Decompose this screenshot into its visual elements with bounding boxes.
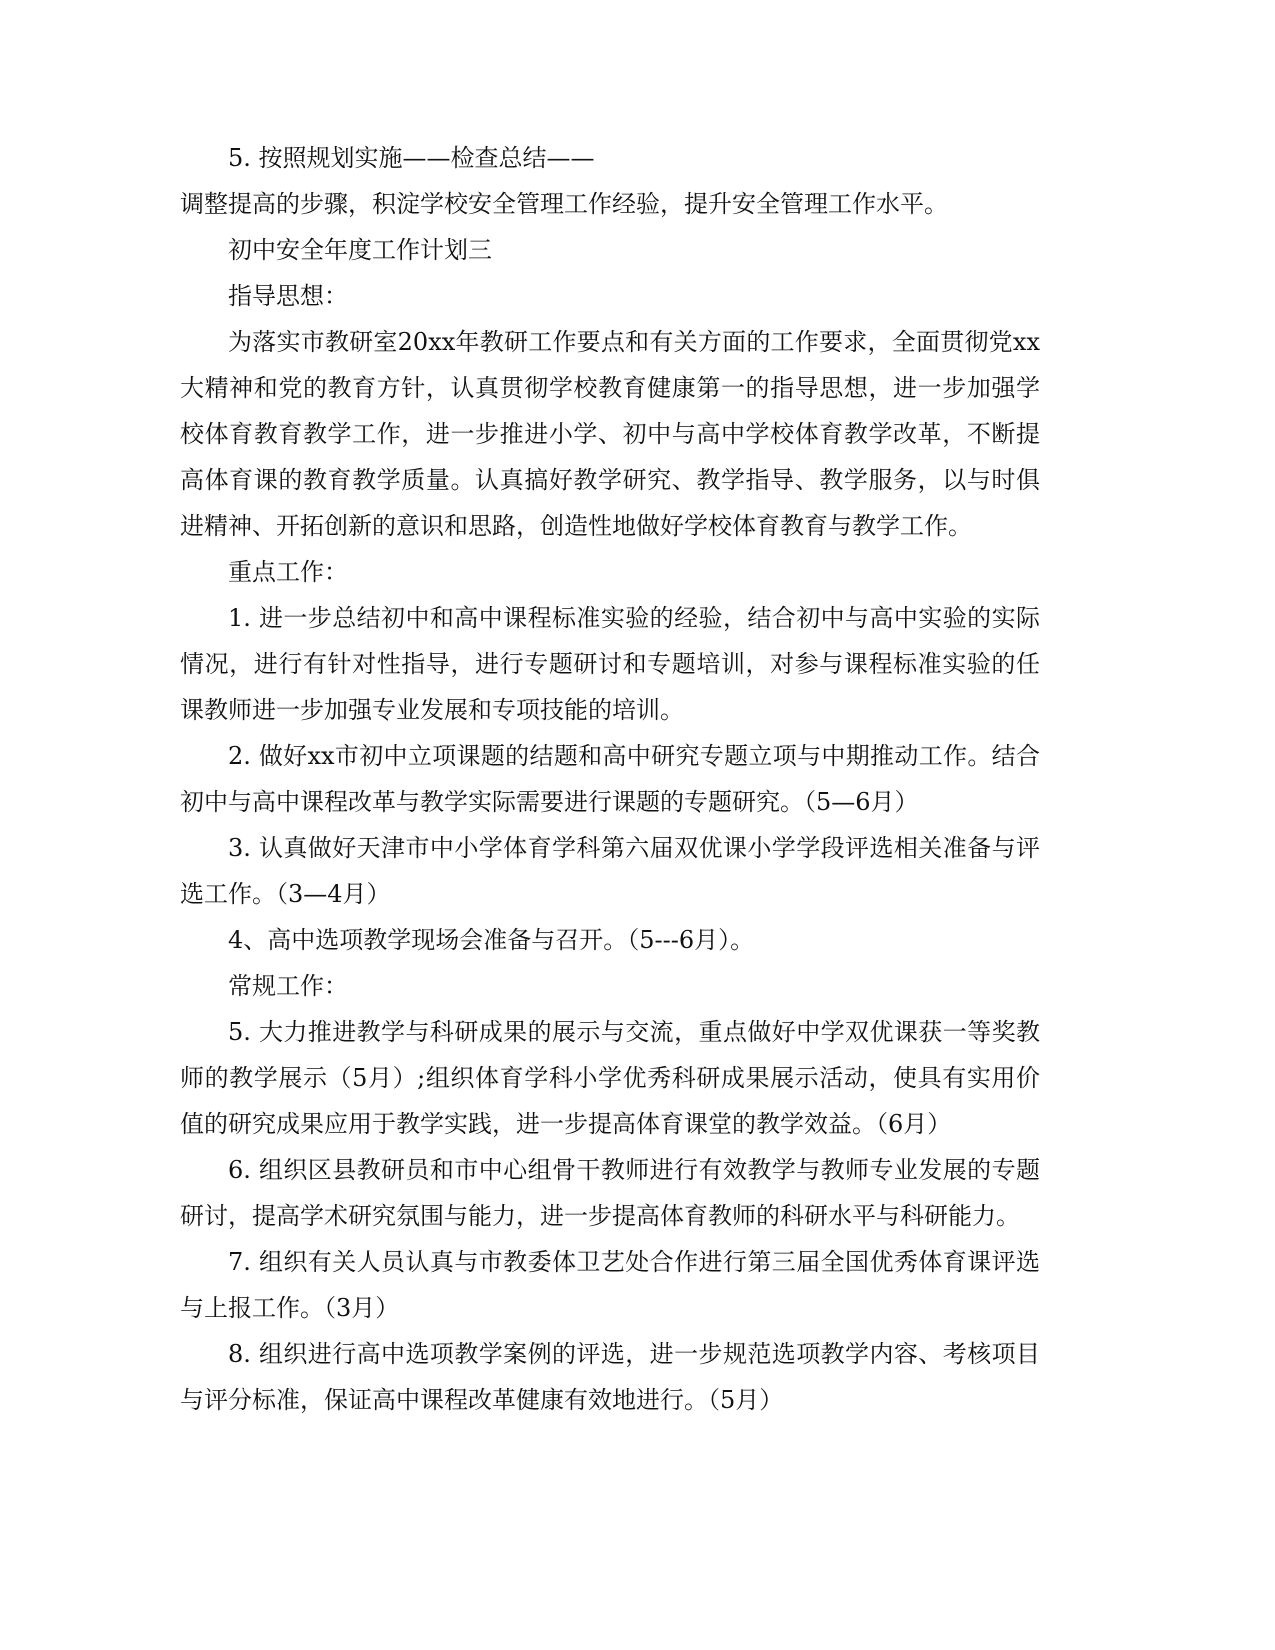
routine-work-item-5: 5. 大力推进教学与科研成果的展示与交流，重点做好中学双优课获一等奖教师的教学展示（5月）;组织体育学科小学优秀科研成果展示活动，使具有实用价值的研究成果应用于教学实践，进一步提高体育课堂的教学效益。（6月） xyxy=(180,1018,1040,1138)
guiding-paragraph: 为落实市教研室20xx年教研工作要点和有关方面的工作要求，全面贯彻党xx大精神和党的教育方针，认真贯彻学校教育健康第一的指导思想，进一步加强学校体育教育教学工作，进一步推进小学、初中与高中学校体育教学改革，不断提高体育课的教育教学质量。认真搞好教学研究、教学指导、教学服务，以与时俱进精神、开拓创新的意识和思路，创造性地做好学校体育教育与教学工作。 xyxy=(180,328,1040,540)
plan-title: 初中安全年度工作计划三 xyxy=(228,236,492,264)
routine-work-item-8: 8. 组织进行高中选项教学案例的评选，进一步规范选项教学内容、考核项目与评分标准，保证高中课程改革健康有效地进行。（5月） xyxy=(180,1340,1040,1414)
key-work-item-3: 3. 认真做好天津市中小学体育学科第六届双优课小学学段评选相关准备与评选工作。（3—4月） xyxy=(180,834,1040,908)
key-work-item-4: 4、高中选项教学现场会准备与召开。（5---6月）。 xyxy=(228,926,755,954)
routine-work-item-7: 7. 组织有关人员认真与市教委体卫艺处合作进行第三届全国优秀体育课评选与上报工作。（3月） xyxy=(180,1248,1040,1322)
guiding-heading: 指导思想： xyxy=(228,282,348,310)
key-work-heading: 重点工作： xyxy=(228,558,348,586)
key-work-item-2: 2. 做好xx市初中立项课题的结题和高中研究专题立项与中期推动工作。结合初中与高中课程改革与教学实际需要进行课题的专题研究。（5—6月） xyxy=(180,742,1040,816)
document-page xyxy=(180,135,1040,1423)
routine-work-heading: 常规工作： xyxy=(228,972,348,1000)
step5-continuation: 调整提高的步骤，积淀学校安全管理工作经验，提升安全管理工作水平。 xyxy=(180,190,948,218)
routine-work-item-6: 6. 组织区县教研员和市中心组骨干教师进行有效教学与教师专业发展的专题研讨，提高学术研究氛围与能力，进一步提高体育教师的科研水平与科研能力。 xyxy=(180,1156,1040,1230)
key-work-item-1: 1. 进一步总结初中和高中课程标准实验的经验，结合初中与高中实验的实际情况，进行有针对性指导，进行专题研讨和专题培训，对参与课程标准实验的任课教师进一步加强专业发展和专项技能的培训。 xyxy=(180,604,1040,724)
step5-line: 5. 按照规划实施——检查总结—— xyxy=(228,144,595,172)
